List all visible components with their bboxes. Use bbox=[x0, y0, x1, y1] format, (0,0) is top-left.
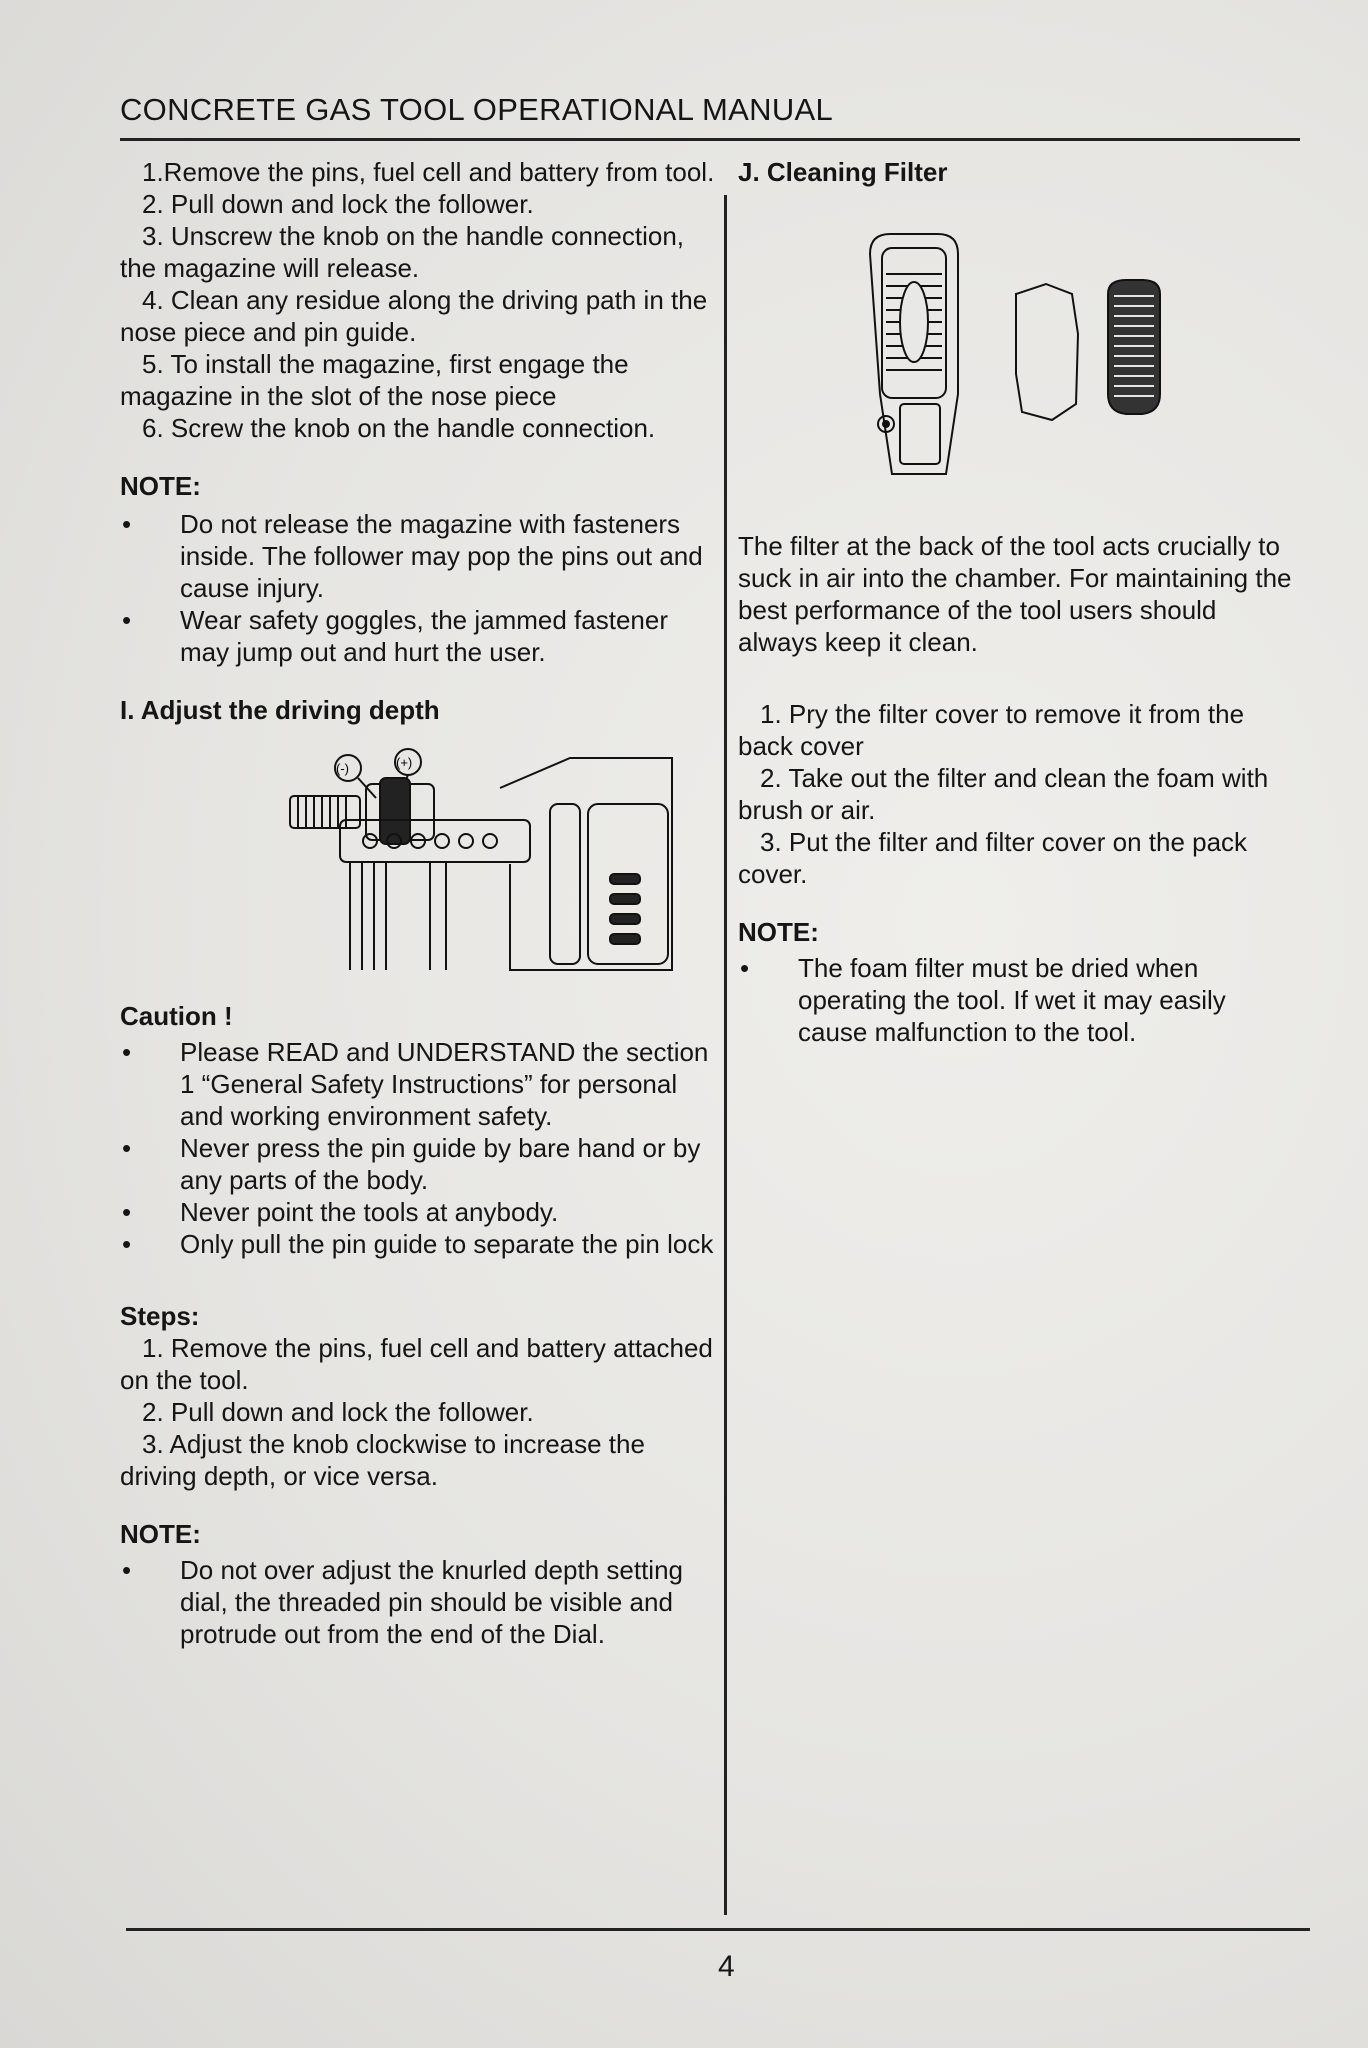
depth-dial-illustration bbox=[270, 744, 680, 974]
caution-heading: Caution ! bbox=[120, 1001, 233, 1031]
note-heading: NOTE: bbox=[120, 471, 201, 501]
list-item: • Wear safety goggles, the jammed fastener may jump out and hurt the user. bbox=[122, 605, 668, 667]
right-column bbox=[738, 156, 1298, 1048]
left-column bbox=[120, 156, 720, 1650]
steps-heading: Steps: bbox=[120, 1301, 200, 1331]
note-list bbox=[120, 508, 720, 668]
list-item: • Do not over adjust the knurled depth setting dial, the threaded pin should be visible and protrude out from the end of the Dial. bbox=[122, 1555, 683, 1649]
intro-step: 6. Screw the knob on the handle connection. bbox=[142, 413, 656, 443]
step-item: 2. Pull down and lock the follower. bbox=[142, 1397, 534, 1427]
header-rule bbox=[120, 138, 1300, 141]
list-item: • Please READ and UNDERSTAND the section 1 “General Safety Instructions” for personal and working environment safety. bbox=[122, 1037, 709, 1131]
list-item: • Only pull the pin guide to separate the pin lock bbox=[122, 1229, 714, 1259]
note-list bbox=[120, 1554, 720, 1650]
note-list bbox=[738, 952, 1298, 1048]
filter-step: 3. Put the filter and filter cover on the pack cover. bbox=[738, 827, 1248, 889]
minus-label: (-) bbox=[336, 761, 349, 776]
intro-step: 3. Unscrew the knob on the handle connection, the magazine will release. bbox=[120, 221, 685, 283]
list-item: • Never point the tools at anybody. bbox=[122, 1197, 559, 1227]
nailer-nose-diagram bbox=[270, 744, 680, 974]
caution-list bbox=[120, 1036, 720, 1260]
filter-parts-diagram bbox=[846, 224, 1176, 484]
intro-step: 1.Remove the pins, fuel cell and battery from tool. bbox=[142, 157, 715, 187]
list-item: • The foam filter must be dried when operating the tool. If wet it may easily cause malfunction to the tool. bbox=[740, 953, 1226, 1047]
filter-step: 1. Pry the filter cover to remove it from the back cover bbox=[738, 699, 1245, 761]
section-i-heading: I. Adjust the driving depth bbox=[120, 695, 440, 725]
page-title: CONCRETE GAS TOOL OPERATIONAL MANUAL bbox=[120, 92, 834, 127]
note-heading: NOTE: bbox=[738, 917, 819, 947]
section-j-heading: J. Cleaning Filter bbox=[738, 157, 948, 187]
step-item: 3. Adjust the knob clockwise to increase the driving depth, or vice versa. bbox=[120, 1429, 645, 1491]
step-item: 1. Remove the pins, fuel cell and battery attached on the tool. bbox=[120, 1333, 713, 1395]
plus-label: (+) bbox=[396, 755, 413, 770]
filter-illustration bbox=[846, 224, 1176, 484]
foam-filter bbox=[1016, 284, 1078, 420]
filter-description: The filter at the back of the tool acts crucially to suck in air into the chamber. For maintaining the best performance of the tool users should always keep it clean. bbox=[738, 531, 1292, 657]
list-item: • Do not release the magazine with fasteners inside. The follower may pop the pins out and cause injury. bbox=[122, 509, 703, 603]
intro-step: 5. To install the magazine, first engage the magazine in the slot of the nose piece bbox=[120, 349, 629, 411]
column-divider bbox=[724, 195, 727, 1915]
intro-step: 4. Clean any residue along the driving path in the nose piece and pin guide. bbox=[120, 285, 708, 347]
filter-step: 2. Take out the filter and clean the foam with brush or air. bbox=[738, 763, 1269, 825]
intro-step: 2. Pull down and lock the follower. bbox=[142, 189, 534, 219]
list-item: • Never press the pin guide by bare hand or by any parts of the body. bbox=[122, 1133, 701, 1195]
footer-rule bbox=[126, 1928, 1310, 1931]
page-number: 4 bbox=[718, 1950, 735, 1983]
note-heading: NOTE: bbox=[120, 1519, 201, 1549]
